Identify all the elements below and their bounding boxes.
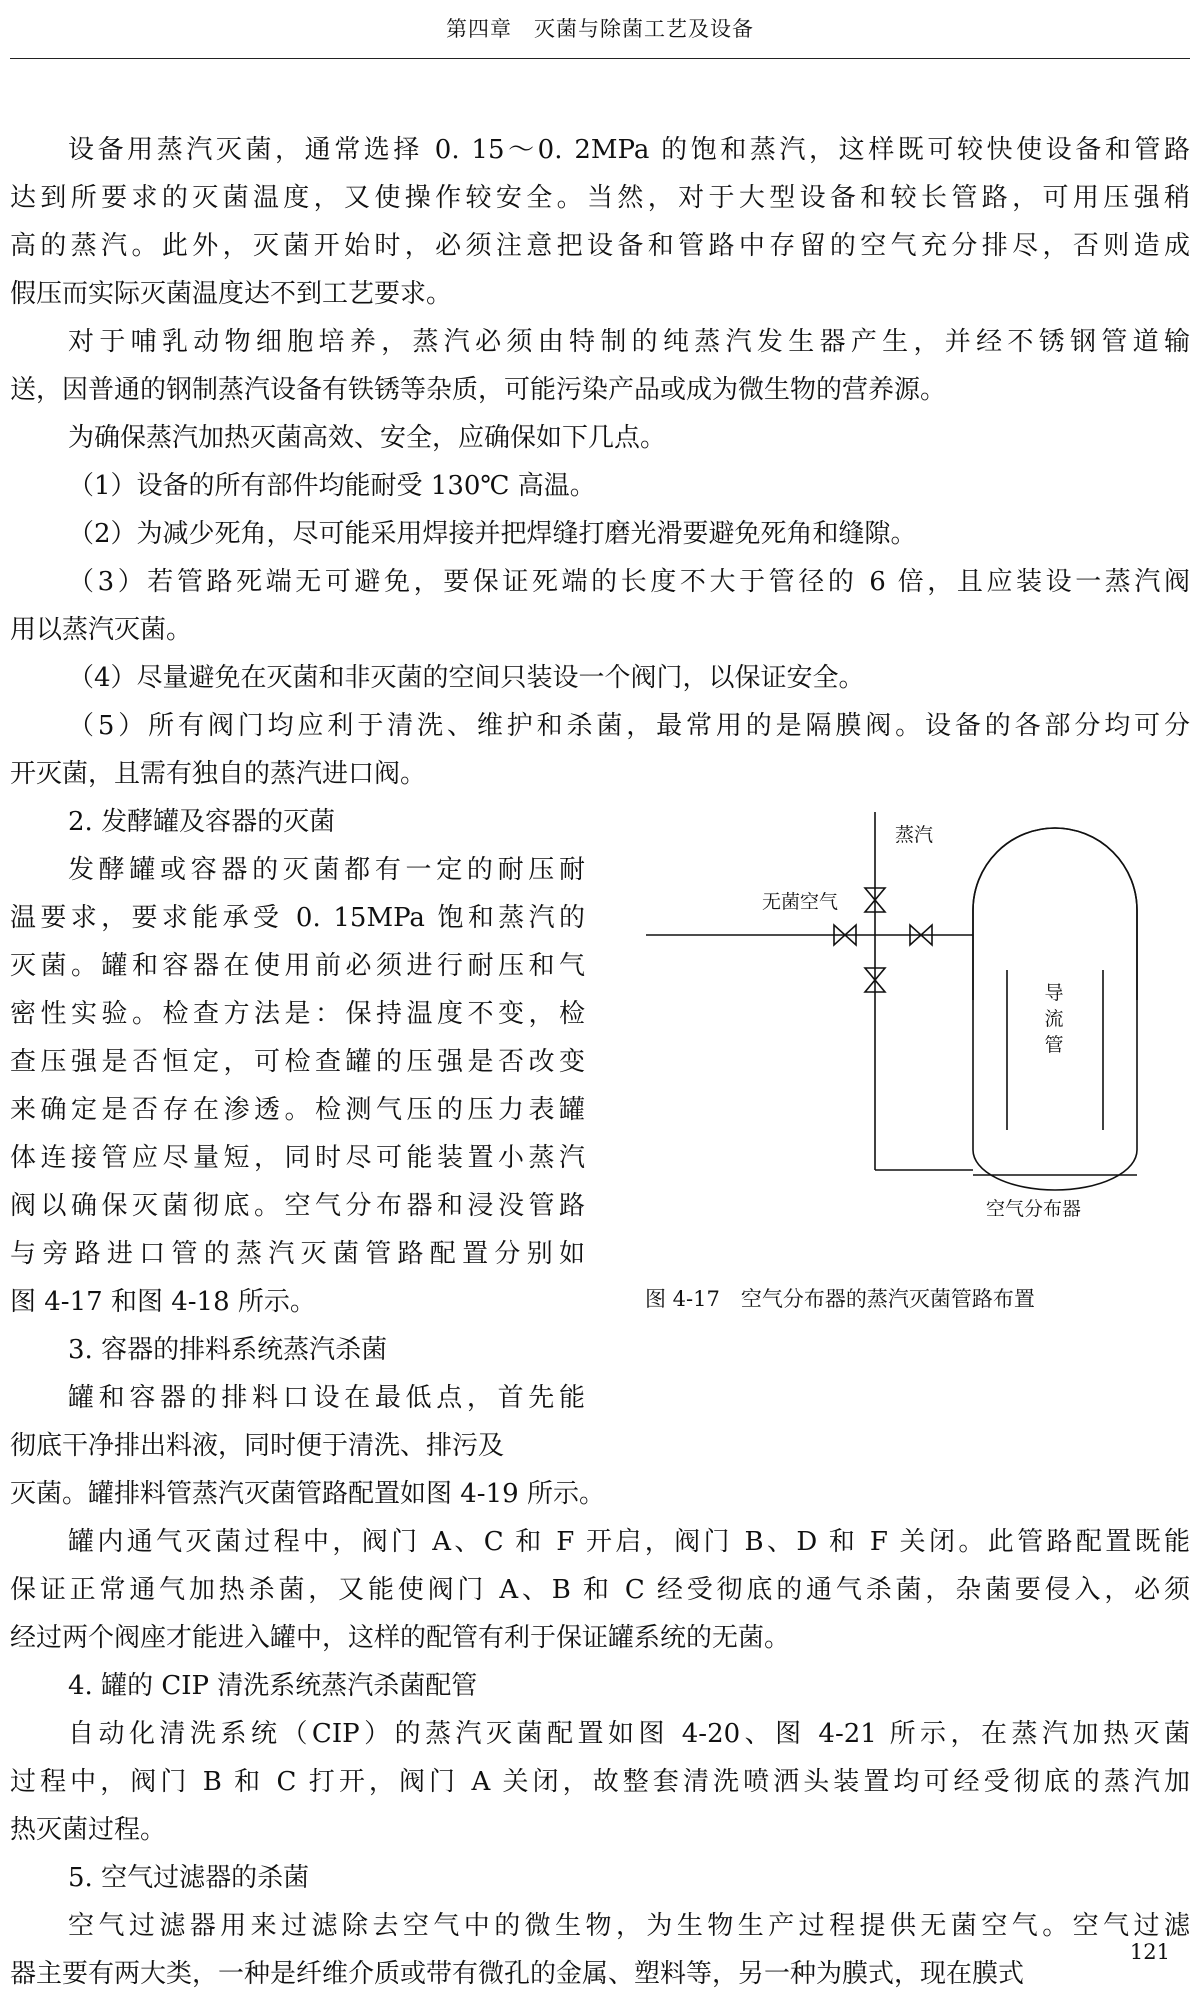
text-line: 2. 发酵罐及容器的灭菌	[68, 807, 336, 837]
text-line: 热灭菌过程。	[10, 1815, 167, 1845]
text-line: 与旁路进口管的蒸汽灭菌管路配置分别如	[10, 1239, 585, 1269]
text-line: 灭菌。罐排料管蒸汽灭菌管路配置如图 4-19 所示。	[10, 1479, 605, 1509]
paragraph-cip-system	[10, 1710, 1190, 1854]
header-rule	[10, 58, 1190, 59]
text-line: 用以蒸汽灭菌。	[10, 615, 193, 645]
text-line: 3. 容器的排料系统蒸汽杀菌	[68, 1335, 388, 1365]
list-item-5	[10, 702, 1190, 798]
text-line: 发酵罐或容器的灭菌都有一定的耐压耐	[68, 855, 585, 885]
running-header: 第四章 灭菌与除菌工艺及设备	[446, 17, 754, 41]
paragraph-aeration-sterilization	[10, 1518, 1190, 1662]
page-number: 121	[1129, 1940, 1170, 1964]
list-item-2	[10, 510, 1190, 558]
paragraph-air-filter	[10, 1902, 1190, 1998]
text-line: 密性实验。检查方法是：保持温度不变，检	[10, 999, 585, 1029]
text-line: 保证正常通气加热杀菌，又能使阀门 A、B 和 C 经受彻底的通气杀菌，杂菌要侵入，必须	[10, 1575, 1190, 1605]
text-line: 高的蒸汽。此外，灭菌开始时，必须注意把设备和管路中存留的空气充分排尽，否则造成	[10, 231, 1190, 261]
text-line: 对于哺乳动物细胞培养，蒸汽必须由特制的纯蒸汽发生器产生，并经不锈钢管道输	[68, 327, 1190, 357]
text-line: 阀以确保灭菌彻底。空气分布器和浸没管路	[10, 1191, 585, 1221]
tank-vessel	[973, 828, 1137, 1000]
text-line: 达到所要求的灭菌温度，又使操作较安全。当然，对于大型设备和较长管路，可用压强稍	[10, 183, 1190, 213]
section-heading-5	[10, 1854, 1190, 1902]
text-line: 假压而实际灭菌温度达不到工艺要求。	[10, 279, 453, 309]
list-item-3	[10, 558, 1190, 654]
text-line: 送，因普通的钢制蒸汽设备有铁锈等杂质，可能污染产品或成为微生物的营养源。	[10, 375, 947, 405]
list-item-1	[10, 462, 1190, 510]
text-line: 温要求，要求能承受 0. 15MPa 饱和蒸汽的	[10, 903, 585, 933]
paragraph-discharge-port-end	[10, 1470, 1190, 1518]
text-line: 器主要有两大类，一种是纤维介质或带有微孔的金属、塑料等，另一种为膜式，现在膜式	[10, 1959, 1025, 1989]
text-line: （4）尽量避免在灭菌和非灭菌的空间只装设一个阀门，以保证安全。	[68, 663, 865, 693]
text-line: 空气过滤器用来过滤除去空气中的微生物，为生物生产过程提供无菌空气。空气过滤	[68, 1911, 1190, 1941]
text-line: 体连接管应尽量短，同时尽可能装置小蒸汽	[10, 1143, 585, 1173]
text-line: 经过两个阀座才能进入罐中，这样的配管有利于保证罐系统的无菌。	[10, 1623, 791, 1653]
label-steam: 蒸汽	[895, 824, 934, 846]
tank-top	[973, 828, 1137, 910]
figure-4-17	[630, 790, 1170, 1230]
text-line: 为确保蒸汽加热灭菌高效、安全，应确保如下几点。	[68, 423, 667, 453]
text-line: 罐内通气灭菌过程中，阀门 A、C 和 F 开启，阀门 B、D 和 F 关闭。此管路配置既能	[68, 1527, 1190, 1557]
text-line: （2）为减少死角，尽可能采用焊接并把焊缝打磨光滑要避免死角和缝隙。	[68, 519, 917, 549]
list-item-4	[10, 654, 1190, 702]
text-line: 罐和容器的排料口设在最低点，首先能	[68, 1383, 585, 1413]
label-sterile-air: 无菌空气	[762, 891, 839, 913]
piping-diagram	[630, 790, 1170, 1230]
text-line: 查压强是否恒定，可检查罐的压强是否改变	[10, 1047, 585, 1077]
paragraph-mammalian-cell	[10, 318, 1190, 414]
text-line: 图 4-17 和图 4-18 所示。	[10, 1287, 316, 1317]
paragraph-discharge-port	[10, 1374, 585, 1470]
text-line: 来确定是否存在渗透。检测气压的压力表罐	[10, 1095, 585, 1125]
text-line: 4. 罐的 CIP 清洗系统蒸汽杀菌配管	[68, 1671, 478, 1701]
text-line: 设备用蒸汽灭菌，通常选择 0. 15～0. 2MPa 的饱和蒸汽，这样既可较快使设备和管路	[68, 135, 1190, 165]
label-sparger: 空气分布器	[986, 1198, 1082, 1220]
text-line: 彻底干净排出料液，同时便于清洗、排污及	[10, 1431, 505, 1461]
text-line: 过程中，阀门 B 和 C 打开，阀门 A 关闭，故整套清洗喷洒头装置均可经受彻底的蒸汽加	[10, 1767, 1190, 1797]
section-heading-4	[10, 1662, 1190, 1710]
section-heading-3	[10, 1326, 1190, 1374]
text-line: 开灭菌，且需有独自的蒸汽进口阀。	[10, 759, 427, 789]
figure-caption: 图 4-17 空气分布器的蒸汽灭菌管路布置	[645, 1287, 1035, 1311]
label-draft-tube: 导流管	[1044, 982, 1064, 1056]
paragraph-steam-pressure	[10, 126, 1190, 318]
paragraph-tank-sterilization	[10, 846, 585, 1326]
text-line: 灭菌。罐和容器在使用前必须进行耐压和气	[10, 951, 585, 981]
text-line: 自动化清洗系统（CIP）的蒸汽灭菌配置如图 4-20、图 4-21 所示，在蒸汽加热灭菌	[68, 1719, 1190, 1749]
text-line: 5. 空气过滤器的杀菌	[68, 1863, 310, 1893]
paragraph-ensure-points	[10, 414, 1190, 462]
text-line: （5）所有阀门均应利于清洗、维护和杀菌，最常用的是隔膜阀。设备的各部分均可分	[68, 711, 1190, 741]
text-line: （1）设备的所有部件均能耐受 130℃ 高温。	[68, 471, 596, 501]
text-line: （3）若管路死端无可避免，要保证死端的长度不大于管径的 6 倍，且应装设一蒸汽阀	[68, 567, 1190, 597]
